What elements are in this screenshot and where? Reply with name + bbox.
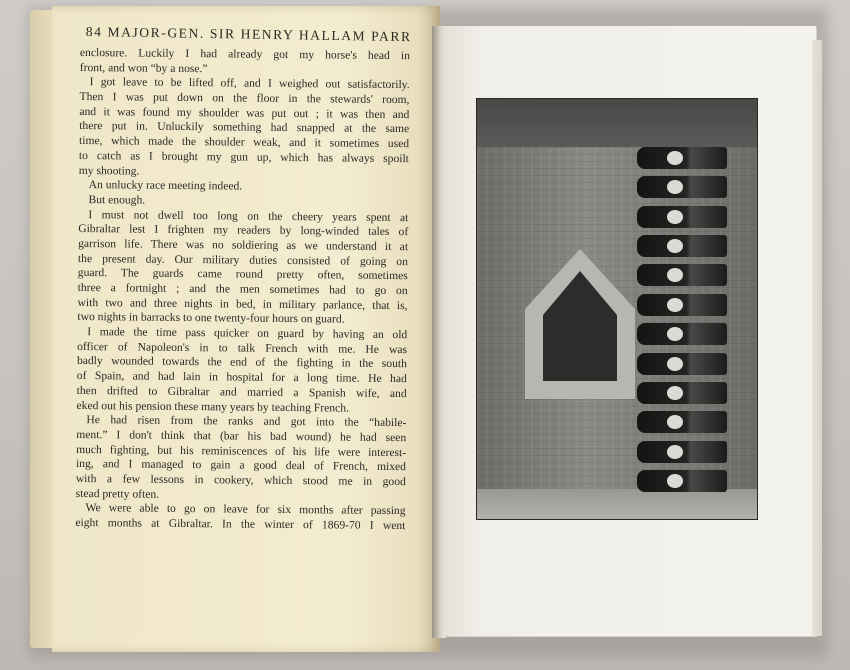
text-line: with two and three nights in bed, in military parlance, that is, bbox=[77, 295, 408, 312]
text-line: my shooting. bbox=[78, 163, 140, 178]
running-head: 84 MAJOR-GEN. SIR HENRY HALLAM PARR bbox=[85, 24, 412, 45]
plate-soldier bbox=[637, 294, 727, 316]
text-line: We were able to go on leave for six months after passing bbox=[85, 501, 406, 518]
plate-roof bbox=[477, 99, 757, 147]
plate-steps bbox=[477, 489, 757, 519]
text-line: there put in. Unluckily something had snapped at the same bbox=[79, 119, 410, 136]
text-line: to catch as I brought my gun up, which has always spoilt bbox=[78, 148, 409, 165]
plate-soldier bbox=[637, 147, 727, 169]
right-page-edge bbox=[812, 40, 822, 636]
text-line: An unlucky race meeting indeed. bbox=[88, 178, 243, 193]
text-line: I made the time pass quicker on guard by having an old bbox=[87, 325, 408, 342]
text-line: I must not dwell too long on the cheery years spent at bbox=[88, 207, 409, 224]
text-line: front, and won “by a nose.” bbox=[79, 60, 208, 75]
text-line: ing, and I managed to gain a good deal of French, mixed bbox=[75, 457, 407, 474]
plate-soldier bbox=[637, 353, 727, 375]
text-line: time, which made the shoulder weak, and it sometimes used bbox=[79, 134, 410, 151]
text-line: He had risen from the ranks and got into the “habile- bbox=[86, 413, 407, 430]
text-line: badly wounded towards the end of the fighting in the south bbox=[76, 354, 408, 371]
text-line: much fighting, but his reminiscences of his life were interest- bbox=[76, 442, 407, 459]
text-line: I got leave to be lifted off, and I weighed out satisfactorily. bbox=[89, 75, 410, 92]
text-line: two nights in barracks to one twenty-four hours on guard. bbox=[77, 310, 345, 326]
photograph-plate bbox=[476, 98, 758, 520]
text-line: eked out his pension these many years by teaching French. bbox=[76, 398, 349, 415]
text-line: Gibraltar lest I frighten my readers by long-winded tales of bbox=[78, 222, 409, 239]
text-line: ment.” I don't think that (bar his bad wound) he had seen bbox=[76, 427, 407, 445]
body-text bbox=[75, 46, 416, 534]
text-line: eight months at Gibraltar. In the winter of 1869-70 I went bbox=[75, 515, 406, 533]
text-line: enclosure. Luckily I had already got my horse's head in bbox=[79, 46, 410, 63]
text-line: the present day. Our military duties consisted of going on bbox=[77, 251, 409, 268]
text-line: then drifted to Gibraltar and married a Spanish wife, and bbox=[76, 383, 407, 400]
plate-soldier bbox=[637, 441, 727, 463]
plate-soldier bbox=[637, 323, 727, 345]
plate-soldiers bbox=[627, 147, 727, 492]
text-line: officer of Napoleon's in to talk French with me. He was bbox=[77, 339, 408, 356]
plate-soldier bbox=[637, 176, 727, 198]
text-line: and it was found my shoulder was put out ; it was then and bbox=[79, 104, 410, 121]
plate-soldier bbox=[637, 382, 727, 404]
text-line: guard. The guards came round pretty often, sometimes bbox=[77, 266, 408, 283]
text-line: of Spain, and had lain in hospital for a long time. He had bbox=[76, 369, 407, 386]
text-line: stead pretty often. bbox=[75, 486, 160, 501]
plate-caption bbox=[764, 96, 804, 526]
text-line: three a fortnight ; and the men sometimes had to go on bbox=[77, 280, 408, 298]
text-line: But enough. bbox=[88, 192, 146, 207]
plate-soldier bbox=[637, 206, 727, 228]
text-line: garrison life. There was no soldiering as we understand it at bbox=[78, 236, 409, 254]
plate-soldier bbox=[637, 235, 727, 257]
text-line: Then I was put down on the floor in the stewards' room, bbox=[79, 90, 410, 107]
plate-soldier bbox=[637, 411, 727, 433]
text-line: with a few lessons in cookery, which stood me in good bbox=[75, 471, 406, 489]
plate-soldier bbox=[637, 264, 727, 286]
plate-soldier bbox=[637, 470, 727, 492]
